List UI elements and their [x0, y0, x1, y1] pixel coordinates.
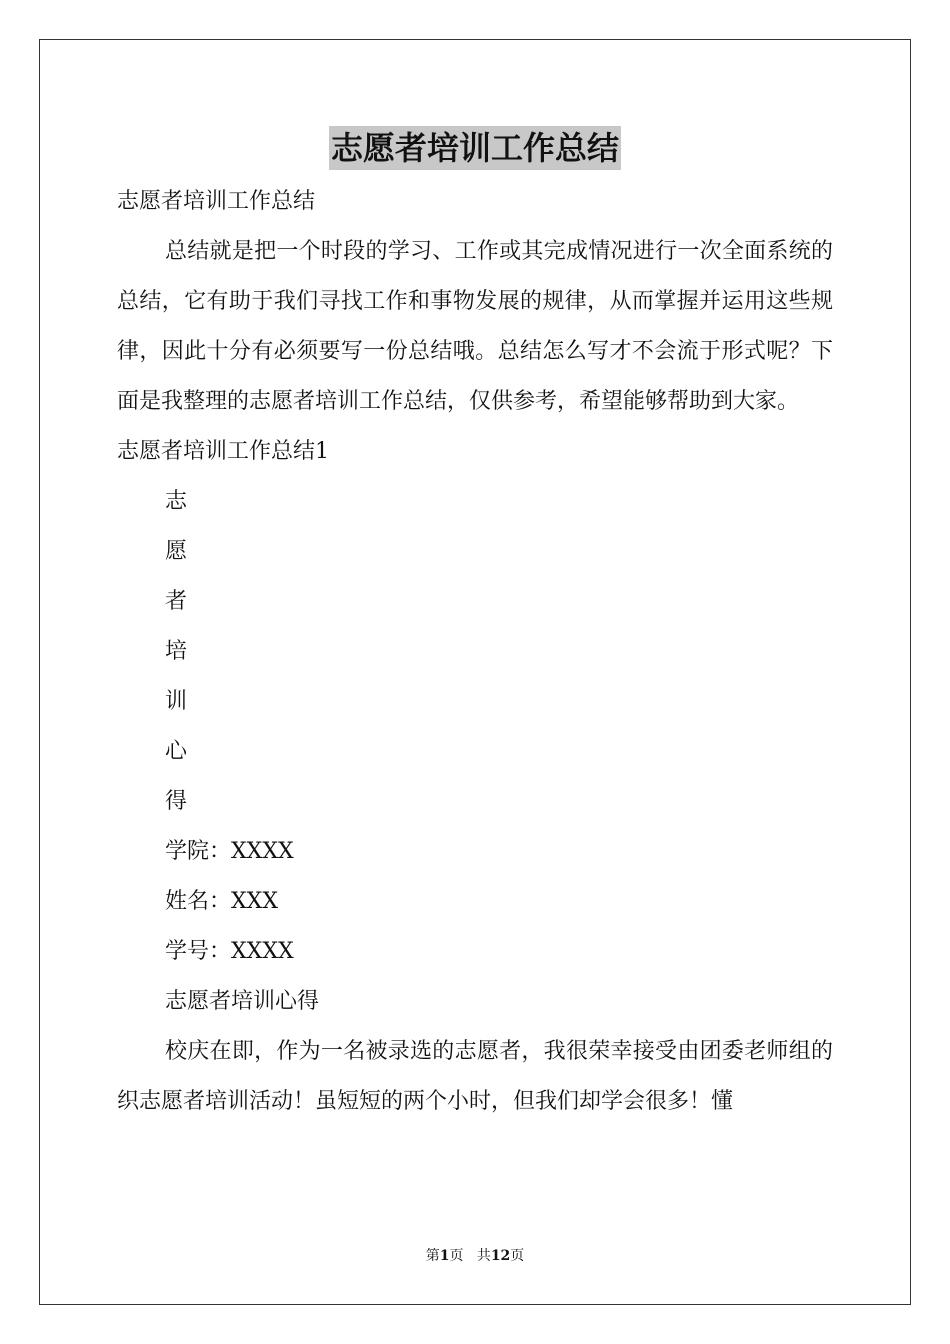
vertical-char: 训	[165, 689, 188, 714]
total-suffix: 页	[510, 1248, 525, 1264]
body-paragraph: 校庆在即，作为一名被录选的志愿者，我很荣幸接受由团委老师组的织志愿者培训活动！虽短短的两个小时，但我们却学会很多！懂	[117, 1039, 833, 1114]
page-suffix: 页	[449, 1248, 464, 1264]
intro-paragraph: 总结就是把一个时段的学习、工作或其完成情况进行一次全面系统的总结，它有助于我们寻找工作和事物发展的规律，从而掌握并运用这些规律，因此十分有必须要写一份总结哦。总结怎么写才不会流于形式呢？下面是我整理的志愿者培训工作总结，仅供参考，希望能够帮助到大家。	[117, 239, 833, 414]
subtitle-line: 志愿者培训工作总结	[117, 189, 316, 214]
vertical-char: 得	[165, 789, 188, 814]
page-footer	[0, 1246, 950, 1266]
total-prefix: 共	[476, 1248, 491, 1264]
vertical-char: 者	[165, 589, 188, 614]
total-pages: 12	[490, 1248, 511, 1264]
document-body	[117, 177, 833, 1127]
subheading: 志愿者培训心得	[165, 989, 320, 1014]
page-number: 1	[439, 1248, 450, 1264]
vertical-char: 志	[165, 489, 188, 514]
college-field: 学院：XXXX	[165, 839, 294, 864]
section-heading: 志愿者培训工作总结1	[117, 439, 329, 464]
page-prefix: 第	[425, 1248, 440, 1264]
name-field: 姓名：XXX	[165, 889, 278, 914]
document-title: 志愿者培训工作总结	[329, 126, 621, 170]
title-container	[0, 126, 950, 170]
vertical-char: 心	[165, 739, 188, 764]
student-id-field: 学号：XXXX	[165, 939, 294, 964]
vertical-char: 培	[165, 639, 188, 664]
vertical-char: 愿	[165, 539, 188, 564]
